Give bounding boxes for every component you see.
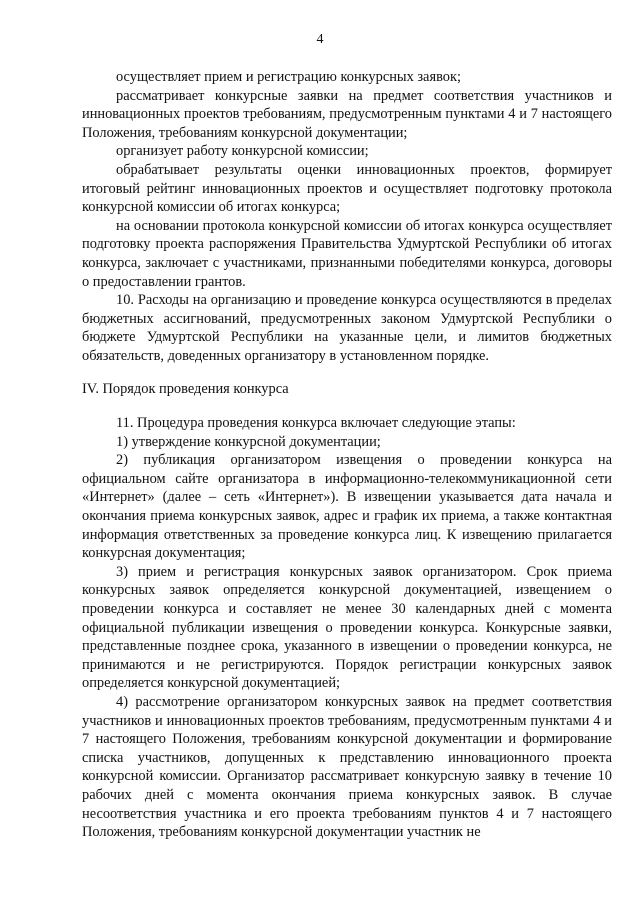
paragraph: 4) рассмотрение организатором конкурсных заявок на предмет соответствия участников и инновационных проектов требованиям, предусмотренным пунктами 4 и 7 настоящего Положения, требованиям конкурсной документации и формирование списка участников, допущенных к представлению инновационного проекта конкурсной комиссии. Организатор рассматривает конкурсную заявку в течение 10 рабочих дней с момента окончания приема конкурсных заявок. В случае несоответствия участника и его проекта требованиям пунктов 4 и 7 настоящего Положения, требованиям конкурсной документации участник не (82, 694, 612, 841)
paragraph: 1) утверждение конкурсной документации; (116, 433, 381, 450)
paragraph: на основании протокола конкурсной комиссии об итогах конкурса осуществляет подготовку проекта распоряжения Правительства Удмуртской Республики об итогах конкурса, заключает с участниками, признанными победителями конкурса, договоры о предоставлении грантов. (82, 217, 612, 290)
paragraph: 3) прием и регистрация конкурсных заявок организатором. Срок приема конкурсных заявок определяется конкурсной документацией, извещением о проведении конкурса и составляет не менее 30 календарных дней с момента официальной публикации извещения о проведении конкурса. Конкурсные заявки, представленные позднее срока, указанного в извещении о проведении конкурса, не принимаются и не регистрируются. Порядок регистрации конкурсных заявок определяется конкурсной документацией; (82, 563, 612, 692)
section-heading: IV. Порядок проведения конкурса (82, 380, 289, 397)
paragraph: осуществляет прием и регистрацию конкурсных заявок; (116, 69, 461, 85)
paragraph: рассматривает конкурсные заявки на предмет соответствия участников и инновационных проектов требованиям, предусмотренным пунктами 4 и 7 настоящего Положения, требованиям конкурсной документации; (82, 87, 612, 141)
paragraph: 2) публикация организатором извещения о проведении конкурса на официальном сайте организатора в информационно-телекоммуникационной сети «Интернет» (далее – сеть «Интернет»). В извещении указывается дата начала и окончания приема конкурсных заявок, адрес и график их приема, а также контактная информация ответственных за проведение конкурса лиц. К извещению прилагается конкурсная документация; (82, 452, 612, 562)
document-body (82, 68, 612, 842)
page-number: 4 (316, 32, 324, 47)
paragraph: обрабатывает результаты оценки инновационных проектов, формирует итоговый рейтинг инновационных проектов и осуществляет подготовку протокола конкурсной комиссии об итогах конкурса; (82, 161, 612, 216)
paragraph: 10. Расходы на организацию и проведение конкурса осуществляются в пределах бюджетных ассигнований, предусмотренных законом Удмуртской Республики о бюджете Удмуртской Республики на указанные цели, и лимитов бюджетных обязательств, доведенных организатору в установленном порядке. (82, 292, 612, 364)
paragraph: организует работу конкурсной комиссии; (116, 143, 369, 160)
paragraph: 11. Процедура проведения конкурса включает следующие этапы: (116, 415, 516, 432)
